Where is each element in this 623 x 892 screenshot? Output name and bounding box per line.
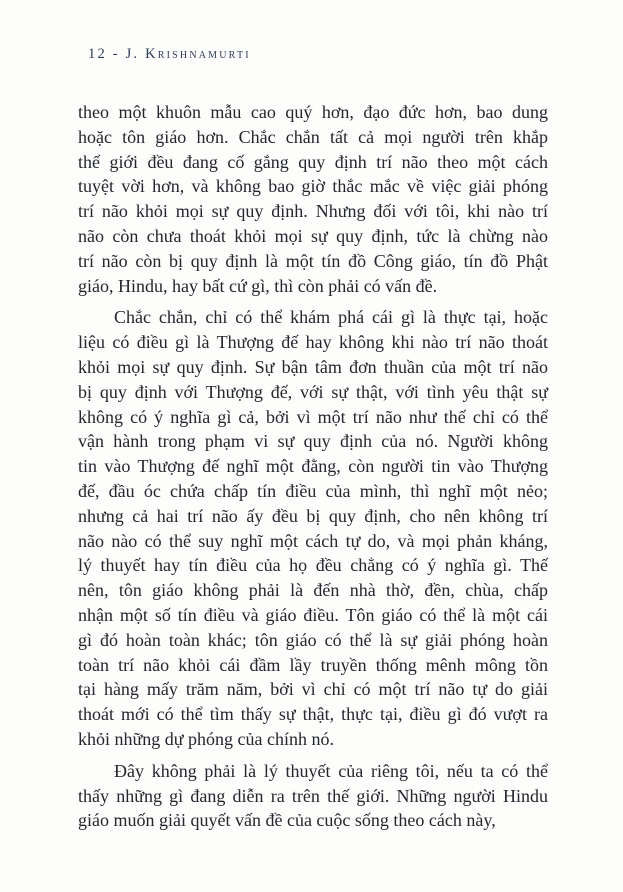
- text-line: giáo muốn giải quyết vấn đề của cuộc sống theo cách này,: [78, 810, 496, 831]
- text-line: nhưng cả hai trí não ấy đều bị quy định, cho nên không trí: [78, 505, 548, 526]
- text-line: thấy những gì đang diễn ra trên thế giới. Những người Hindu: [78, 785, 548, 806]
- text-line: khỏi mọi sự quy định. Sự bận tâm đơn thuần của một trí não: [78, 356, 548, 377]
- text-line: nên, tôn giáo không phải là đến nhà thờ, đền, chùa, chấp: [78, 580, 548, 601]
- text-line: Chắc chắn, chỉ có thể khám phá cái gì là thực tại, hoặc: [114, 307, 548, 328]
- paragraph: [78, 100, 548, 298]
- paragraph: [78, 759, 548, 833]
- text-line: lý thuyết hay tín điều của họ đều chẳng có ý nghĩa gì. Thế: [78, 555, 548, 576]
- text-line: trí não khỏi mọi sự quy định. Nhưng đối với tôi, khi nào trí: [78, 201, 548, 222]
- text-line: khỏi những dự phóng của chính nó.: [78, 728, 334, 749]
- text-line: vận hành trong phạm vi sự quy định của nó. Người không: [78, 431, 548, 452]
- text-line: hoặc tôn giáo hơn. Chắc chắn tất cả mọi người trên khắp: [78, 126, 548, 147]
- text-line: tại hàng mấy trăm năm, bởi vì chỉ có một trí não tự do giải: [78, 679, 548, 700]
- page-text-block: [78, 100, 548, 840]
- text-line: theo một khuôn mẫu cao quý hơn, đạo đức hơn, bao dung: [78, 102, 548, 122]
- text-line: não nào có thể suy nghĩ một cách tự do, và mọi phản kháng,: [78, 530, 548, 551]
- text-line: trí não còn bị quy định là một tín đồ Công giáo, tín đồ Phật: [78, 250, 548, 271]
- text-line: không có ý nghĩa gì cả, bởi vì một trí não như thế chỉ có thể: [78, 406, 548, 427]
- text-line: liệu có điều gì là Thượng đế hay không khi nào trí não thoát: [78, 332, 548, 353]
- text-line: đế, đầu óc chứa chấp tín điều của mình, thì nghĩ một nẻo;: [78, 480, 548, 501]
- text-line: giáo, Hindu, hay bất cứ gì, thì còn phải có vấn đề.: [78, 275, 438, 296]
- text-line: toàn trí não khỏi cái đầm lầy truyền thống mênh mông tồn: [78, 654, 548, 675]
- running-header: 12 - J. Krishnamurti: [88, 46, 251, 62]
- text-line: thế giới đều đang cố gắng quy định trí não theo một cách: [78, 151, 548, 172]
- paragraph: [78, 305, 548, 751]
- text-line: nhận một số tín điều và giáo điều. Tôn giáo có thể là một cái: [78, 604, 548, 625]
- text-line: não còn chưa thoát khỏi mọi sự quy định, tức là chừng nào: [78, 225, 548, 246]
- text-line: Đây không phải là lý thuyết của riêng tôi, nếu ta có thể: [114, 760, 548, 781]
- text-line: tin vào Thượng đế nghĩ một đằng, còn người tin vào Thượng: [78, 456, 548, 477]
- text-line: gì đó hoàn toàn khác; tôn giáo có thể là sự giải phóng hoàn: [78, 629, 548, 650]
- text-line: bị quy định với Thượng đế, với sự thật, với tình yêu thật sự: [78, 381, 548, 402]
- text-line: thoát mới có thể tìm thấy sự thật, thực tại, điều gì đó vượt ra: [78, 704, 548, 725]
- text-line: tuyệt vời hơn, và không bao giờ thắc mắc về việc giải phóng: [78, 176, 548, 197]
